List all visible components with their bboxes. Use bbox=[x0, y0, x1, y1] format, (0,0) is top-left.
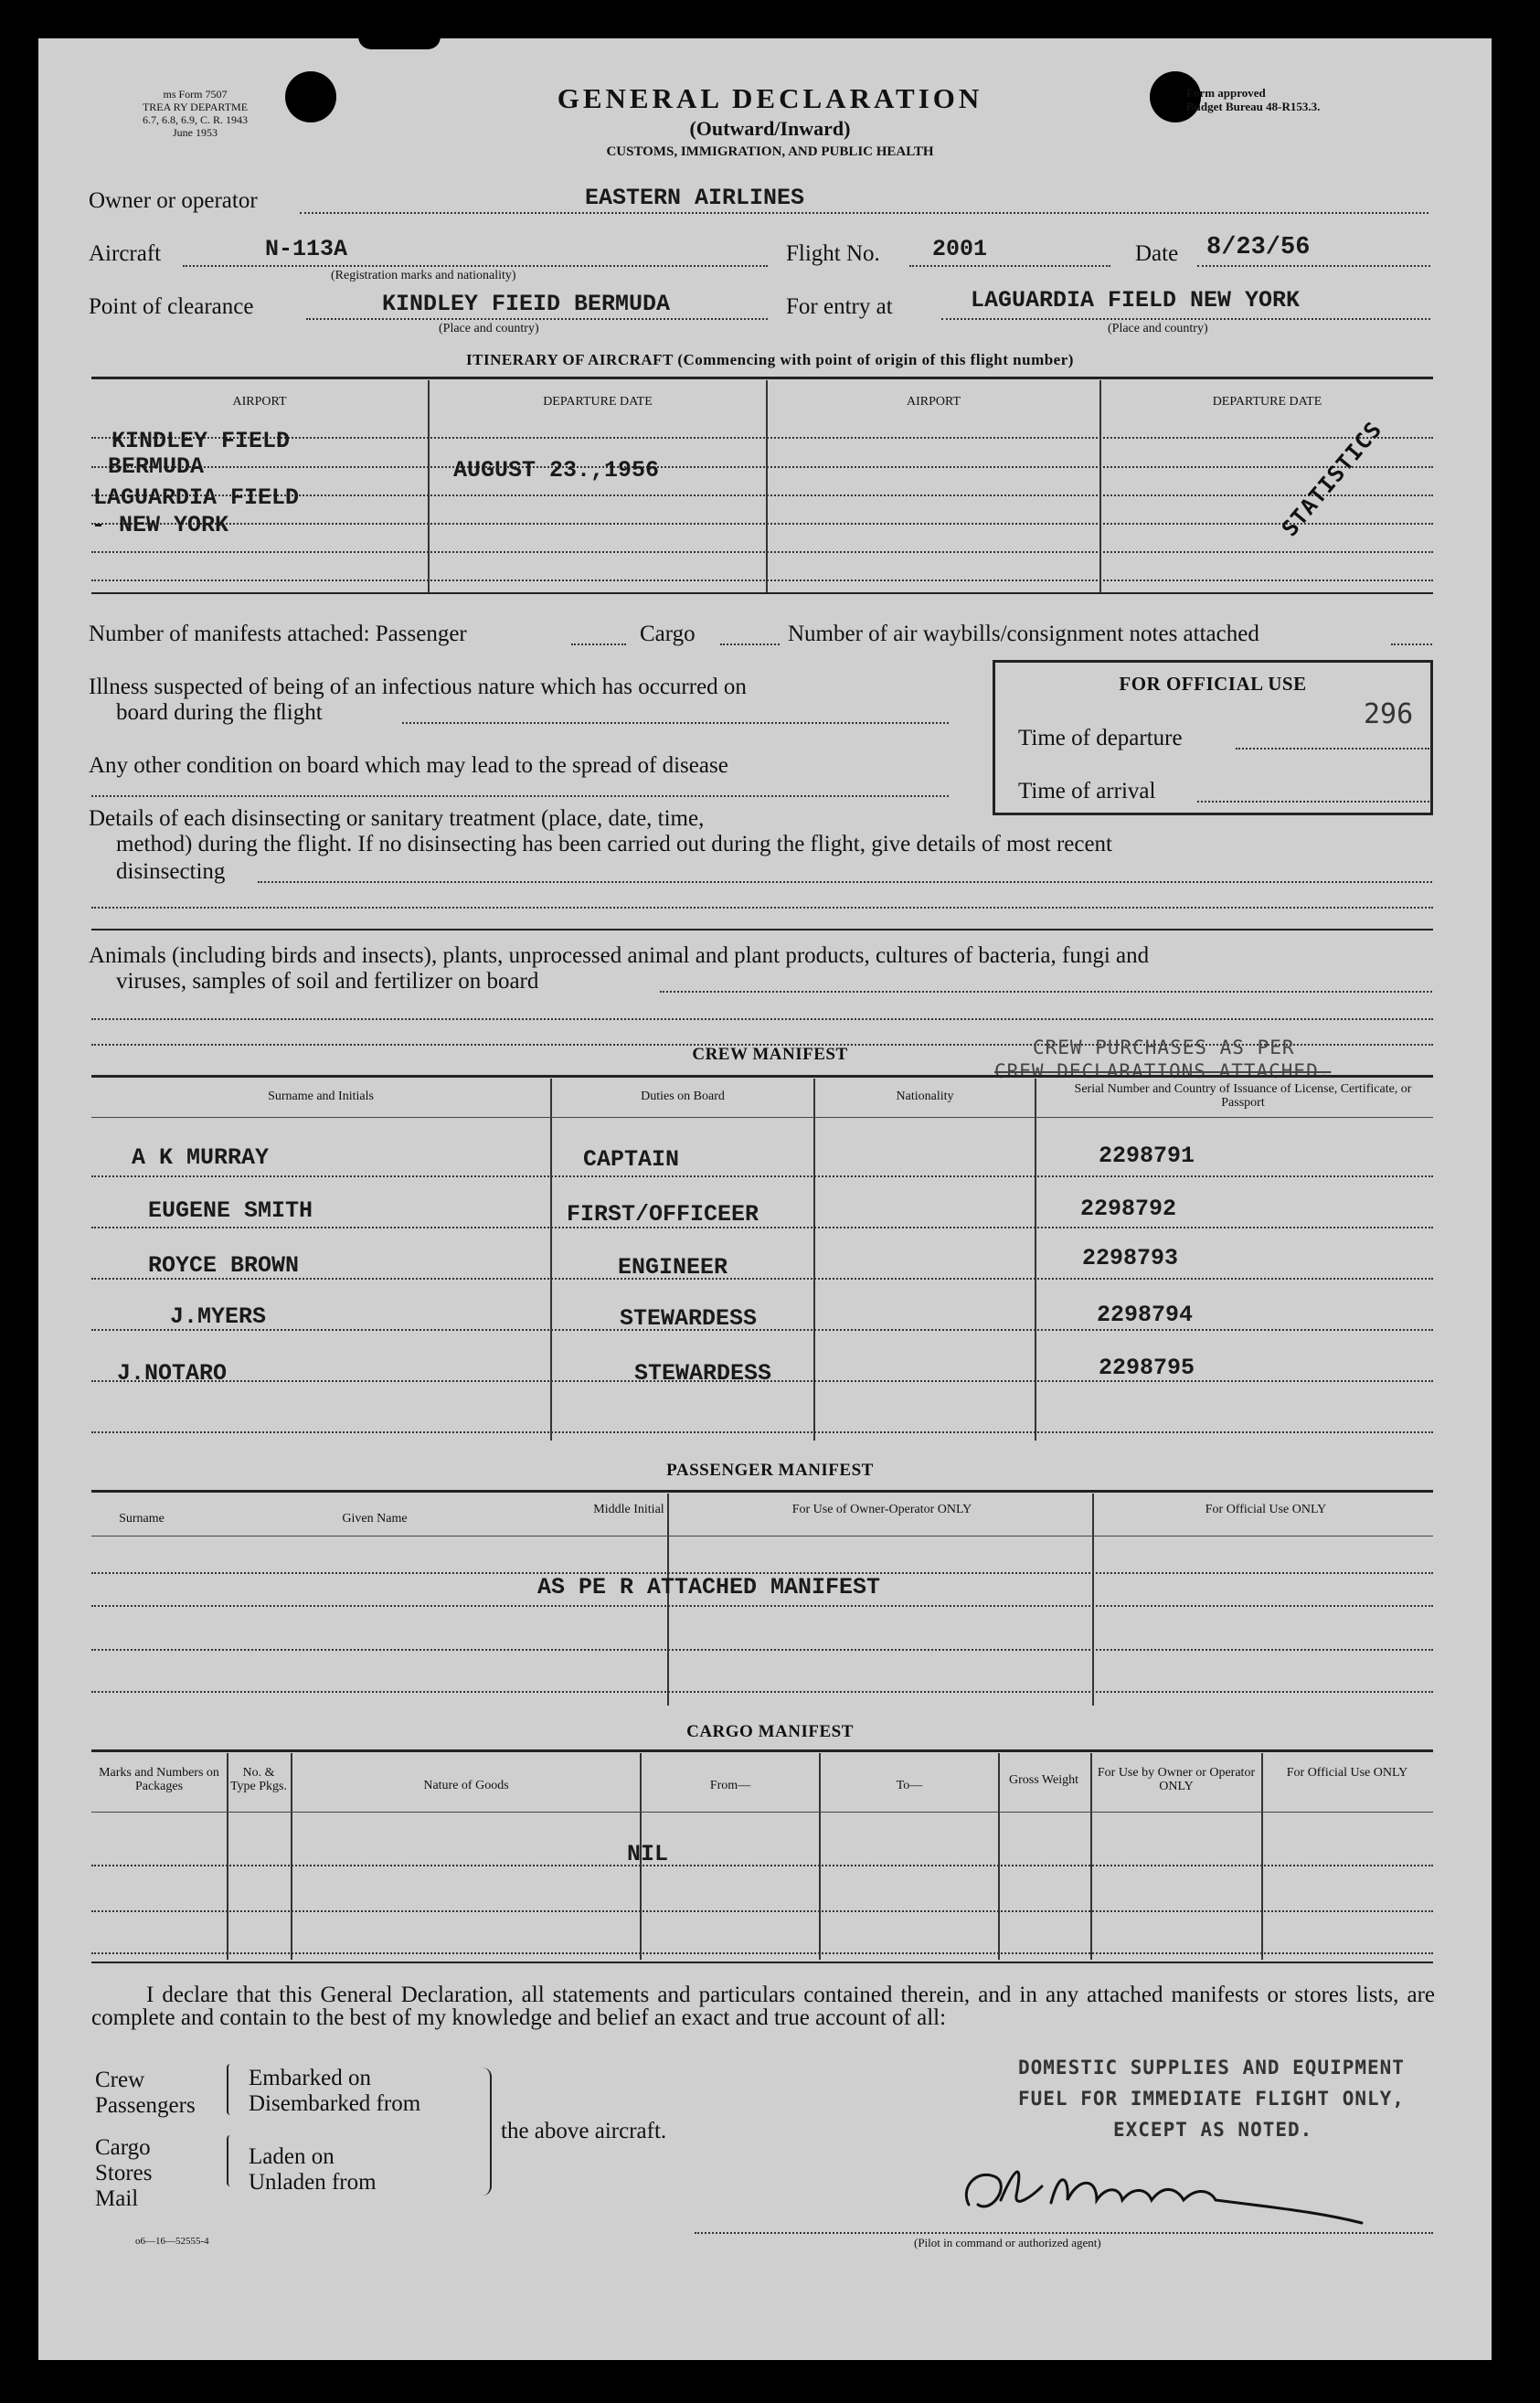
crew-col-duties: Duties on Board bbox=[641, 1090, 725, 1103]
itinerary-row-line bbox=[91, 523, 1433, 525]
cargo-row-line bbox=[91, 1910, 1433, 1912]
crew-duty: STEWARDESS bbox=[634, 1360, 772, 1387]
clearance-sublabel: (Place and country) bbox=[439, 322, 539, 335]
declaration-left-item: Passengers bbox=[95, 2093, 196, 2118]
entry-sublabel: (Place and country) bbox=[1108, 322, 1208, 335]
brace-big bbox=[481, 2068, 492, 2196]
declaration-left-item: Mail bbox=[95, 2186, 139, 2211]
cargo-bottom-rule bbox=[91, 1962, 1433, 1963]
form-number: ms Form 7507 TREA RY DEPARTME 6.7, 6.8, 6.9, C. R. 1943 June 1953 bbox=[142, 88, 249, 139]
itinerary-airport-line: LAGUARDIA FIELD bbox=[93, 484, 300, 511]
crew-divider bbox=[1035, 1079, 1036, 1441]
itinerary-divider bbox=[1099, 380, 1101, 592]
flight-no-label: Flight No. bbox=[786, 241, 880, 266]
cargo-divider bbox=[1261, 1753, 1263, 1960]
aircraft-value: N-113A bbox=[265, 236, 348, 262]
declaration-left-item: Crew bbox=[95, 2068, 145, 2092]
passenger-top-rule bbox=[91, 1490, 1433, 1493]
disinfect-line bbox=[91, 907, 1433, 909]
clearance-value: KINDLEY FIEID BERMUDA bbox=[382, 291, 671, 317]
waybills-line bbox=[1391, 643, 1432, 645]
itinerary-heading: ITINERARY OF AIRCRAFT (Commencing with point of origin of this flight number) bbox=[466, 351, 1074, 368]
crew-heading: CREW MANIFEST bbox=[692, 1045, 848, 1064]
section-rule bbox=[91, 929, 1433, 930]
cargo-col-pkgs: No. & Type Pkgs. bbox=[229, 1766, 288, 1793]
illness-text: Illness suspected of being of an infectious nature which has occurred on bbox=[89, 675, 747, 699]
itinerary-col-airport-1: AIRPORT bbox=[232, 395, 287, 409]
time-departure-label: Time of departure bbox=[1018, 726, 1183, 750]
declaration-right-item: Laden on bbox=[249, 2144, 335, 2169]
passenger-row-line bbox=[91, 1605, 1433, 1607]
cargo-divider bbox=[998, 1753, 1000, 1960]
flight-no-line bbox=[909, 265, 1110, 267]
crew-col-name: Surname and Initials bbox=[268, 1090, 374, 1103]
disinfect-text-1: Details of each disinsecting or sanitary treatment (place, date, time, bbox=[89, 806, 705, 831]
crew-stamp-line-2: CREW DECLARATIONS ATTACHED. bbox=[994, 1060, 1332, 1082]
declaration-right-item: Embarked on bbox=[249, 2066, 371, 2090]
supplies-stamp-line-3: EXCEPT AS NOTED. bbox=[1113, 2119, 1313, 2141]
itinerary-airport-line: KINDLEY FIELD bbox=[112, 428, 291, 454]
supplies-stamp-line-2: FUEL FOR IMMEDIATE FLIGHT ONLY, bbox=[1018, 2088, 1405, 2110]
illness-line bbox=[402, 722, 949, 724]
manifests-passenger-line bbox=[571, 643, 626, 645]
passenger-row-line bbox=[91, 1691, 1433, 1693]
cargo-col-owner: For Use by Owner or Operator ONLY bbox=[1097, 1766, 1256, 1793]
pilot-signature bbox=[960, 2150, 1380, 2228]
itinerary-divider bbox=[766, 380, 768, 592]
itinerary-row-line bbox=[91, 466, 1433, 468]
animals-text-1: Animals (including birds and insects), plants, unprocessed animal and plant products, cultures of bacteria, fungi and bbox=[89, 943, 1150, 968]
crew-col-nationality: Nationality bbox=[896, 1090, 954, 1103]
itinerary-col-airport-2: AIRPORT bbox=[906, 395, 961, 409]
declaration-left-item: Cargo bbox=[95, 2135, 151, 2160]
date-line bbox=[1197, 265, 1430, 267]
crew-serial: 2298795 bbox=[1099, 1355, 1195, 1381]
crew-name: EUGENE SMITH bbox=[148, 1197, 313, 1224]
passenger-row-line bbox=[91, 1649, 1433, 1651]
official-use-title: FOR OFFICIAL USE bbox=[1119, 673, 1307, 695]
entry-label: For entry at bbox=[786, 294, 893, 319]
waybills-label: Number of air waybills/consignment notes attached bbox=[788, 622, 1259, 646]
animals-line bbox=[660, 991, 1432, 993]
brace-upper bbox=[227, 2064, 236, 2115]
crew-divider bbox=[813, 1079, 815, 1441]
passenger-col-official: For Official Use ONLY bbox=[1205, 1503, 1327, 1516]
passenger-heading: PASSENGER MANIFEST bbox=[666, 1461, 874, 1480]
crew-name: A K MURRAY bbox=[132, 1144, 270, 1171]
passenger-col-surname: Surname bbox=[119, 1512, 165, 1526]
crew-serial: 2298792 bbox=[1080, 1196, 1177, 1222]
itinerary-top-rule bbox=[91, 377, 1433, 379]
crew-duty: STEWARDESS bbox=[620, 1305, 758, 1332]
passenger-note: AS PE R ATTACHED MANIFEST bbox=[537, 1574, 881, 1600]
owner-line bbox=[300, 212, 1428, 214]
crew-top-rule bbox=[91, 1075, 1433, 1078]
form-approval: Form approved Budget Bureau 48-R153.3. bbox=[1186, 86, 1321, 113]
declaration-above: the above aircraft. bbox=[501, 2119, 667, 2143]
manifests-label: Number of manifests attached: Passenger bbox=[89, 622, 467, 646]
signature-caption: (Pilot in command or authorized agent) bbox=[914, 2236, 1101, 2249]
declaration-text: I declare that this General Declaration, all statements and particulars contained therein, and in any attached manifests or stores lists, are complete and contain to the best of my knowledge and belief an exact and true account of all: bbox=[91, 1983, 1435, 2030]
declaration-left-item: Stores bbox=[95, 2161, 153, 2185]
flight-no-value: 2001 bbox=[932, 236, 988, 262]
print-code: o6—16—52555-4 bbox=[135, 2236, 209, 2247]
other-condition-text: Any other condition on board which may lead to the spread of disease bbox=[89, 753, 728, 778]
crew-row-line bbox=[91, 1329, 1433, 1331]
entry-value: LAGUARDIA FIELD NEW YORK bbox=[971, 287, 1301, 314]
aircraft-line bbox=[183, 265, 768, 267]
crew-duty: CAPTAIN bbox=[583, 1146, 680, 1173]
declaration-right-item: Unladen from bbox=[249, 2170, 377, 2195]
time-departure-line bbox=[1236, 748, 1429, 750]
official-use-number: 296 bbox=[1364, 698, 1414, 730]
itinerary-col-date-1: DEPARTURE DATE bbox=[543, 395, 653, 409]
cargo-col-weight: Gross Weight bbox=[1008, 1773, 1078, 1787]
cargo-col-to: To— bbox=[896, 1779, 923, 1792]
crew-col-serial: Serial Number and Country of Issuance of License, Certificate, or Passport bbox=[1074, 1082, 1412, 1110]
cargo-header-line bbox=[91, 1812, 1433, 1813]
cargo-col-from: From— bbox=[709, 1779, 751, 1792]
crew-row-line bbox=[91, 1227, 1433, 1228]
other-condition-line bbox=[91, 795, 949, 797]
crew-row-line bbox=[91, 1175, 1433, 1177]
itinerary-row-line bbox=[91, 551, 1433, 553]
time-arrival-label: Time of arrival bbox=[1018, 779, 1156, 803]
disinfect-text-3: disinsecting bbox=[116, 859, 226, 884]
manifests-cargo-line bbox=[720, 643, 780, 645]
clearance-line bbox=[306, 318, 768, 320]
declaration-right-item: Disembarked from bbox=[249, 2091, 421, 2116]
itinerary-row-line bbox=[91, 437, 1433, 439]
cargo-col-marks: Marks and Numbers on Packages bbox=[99, 1766, 219, 1793]
crew-serial: 2298794 bbox=[1097, 1302, 1194, 1328]
itinerary-airport-line: - NEW YORK bbox=[91, 512, 229, 538]
itinerary-col-date-2: DEPARTURE DATE bbox=[1212, 395, 1322, 409]
cargo-divider bbox=[1090, 1753, 1092, 1960]
entry-line bbox=[941, 318, 1430, 320]
animals-text-2: viruses, samples of soil and fertilizer on board bbox=[116, 969, 539, 994]
supplies-stamp-line-1: DOMESTIC SUPPLIES AND EQUIPMENT bbox=[1018, 2057, 1405, 2079]
itinerary-departure-date: AUGUST 23.,1956 bbox=[453, 457, 660, 484]
cargo-col-official: For Official Use ONLY bbox=[1286, 1766, 1408, 1780]
crew-serial: 2298791 bbox=[1099, 1143, 1195, 1169]
brace-lower bbox=[227, 2135, 236, 2186]
crew-name: J.NOTARO bbox=[117, 1360, 228, 1387]
crew-name: J.MYERS bbox=[170, 1303, 267, 1330]
owner-value: EASTERN AIRLINES bbox=[585, 185, 805, 211]
passenger-col-owner: For Use of Owner-Operator ONLY bbox=[791, 1503, 972, 1516]
crew-row-line bbox=[91, 1431, 1433, 1433]
crew-duty: ENGINEER bbox=[618, 1254, 728, 1281]
agencies-line: CUSTOMS, IMMIGRATION, AND PUBLIC HEALTH bbox=[606, 144, 934, 159]
aircraft-label: Aircraft bbox=[89, 241, 162, 266]
cargo-value: NIL bbox=[627, 1841, 669, 1867]
cargo-heading: CARGO MANIFEST bbox=[686, 1722, 854, 1741]
page-title: GENERAL DECLARATION bbox=[557, 82, 983, 114]
crew-divider bbox=[550, 1079, 552, 1441]
cargo-row-line bbox=[91, 1865, 1433, 1866]
crew-name: ROYCE BROWN bbox=[148, 1252, 300, 1279]
cargo-top-rule bbox=[91, 1749, 1433, 1752]
itinerary-divider bbox=[428, 380, 430, 592]
page-subtitle: (Outward/Inward) bbox=[689, 117, 851, 140]
cargo-col-nature: Nature of Goods bbox=[423, 1779, 509, 1792]
itinerary-row-line bbox=[91, 579, 1433, 581]
disinfect-text-2: method) during the flight. If no disinsecting has been carried out during the flight, give details of most recent bbox=[116, 832, 1113, 856]
disinfect-line bbox=[258, 881, 1432, 883]
statistics-stamp: STATISTICS bbox=[1276, 416, 1387, 542]
crew-serial: 2298793 bbox=[1082, 1245, 1179, 1271]
aircraft-sublabel: (Registration marks and nationality) bbox=[331, 269, 516, 282]
date-value: 8/23/56 bbox=[1206, 234, 1311, 261]
crew-duty: FIRST/OFFICEER bbox=[567, 1201, 759, 1228]
manifests-cargo-label: Cargo bbox=[640, 622, 696, 646]
crew-header-line bbox=[91, 1117, 1433, 1118]
itinerary-airport-line: BERMUDA bbox=[108, 453, 205, 480]
crew-stamp-line-1: CREW PURCHASES AS PER bbox=[1033, 1037, 1295, 1058]
owner-label: Owner or operator bbox=[89, 188, 258, 213]
animals-line bbox=[91, 1018, 1433, 1020]
time-arrival-line bbox=[1197, 801, 1429, 803]
passenger-col-given: Given Name bbox=[342, 1512, 408, 1526]
passenger-divider bbox=[1092, 1494, 1094, 1706]
clearance-label: Point of clearance bbox=[89, 294, 254, 319]
illness-text-2: board during the flight bbox=[116, 700, 323, 725]
itinerary-bottom-rule bbox=[91, 592, 1433, 594]
passenger-col-middle: Middle Initial bbox=[593, 1503, 664, 1516]
top-edge-tear bbox=[358, 37, 441, 49]
cargo-row-line bbox=[91, 1952, 1433, 1954]
date-label: Date bbox=[1135, 241, 1179, 266]
signature-line bbox=[695, 2232, 1433, 2234]
